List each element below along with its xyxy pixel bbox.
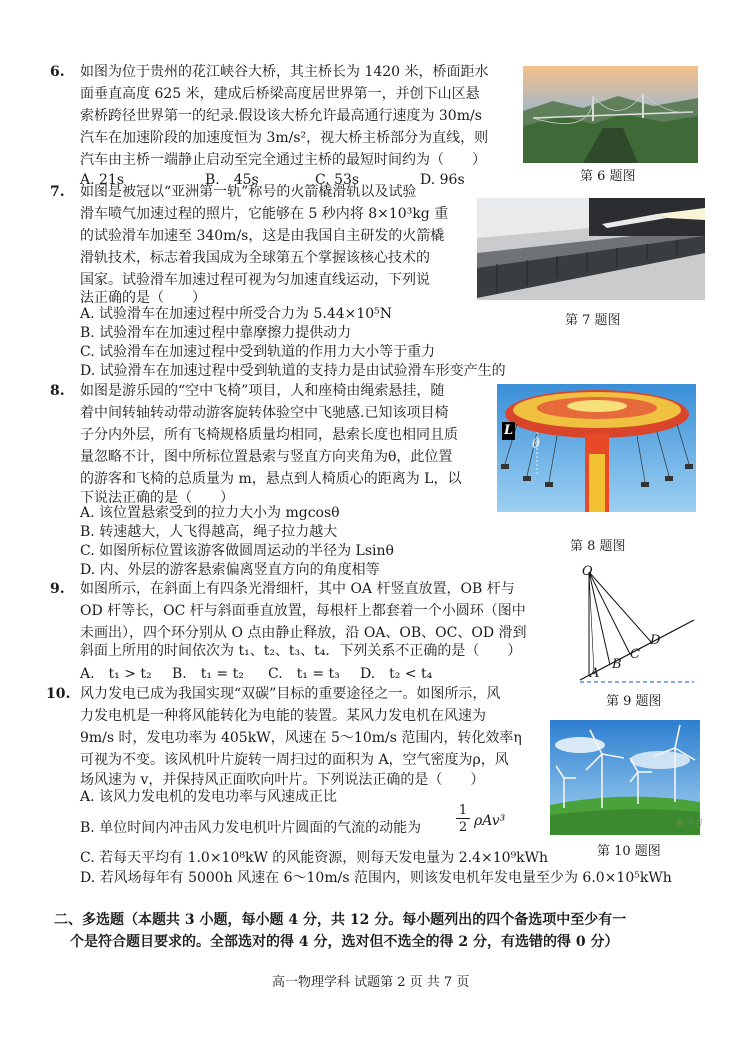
rocket-sled-photo [477,198,705,300]
q10-option-b: B. 单位时间内冲击风力发电机叶片圆面的气流的动能为 [80,820,422,836]
q7-number: 7. [50,184,65,200]
q8-fig-label-theta: θ [532,437,540,452]
swing-ride-photo [497,384,696,512]
q7-option-d: D. 试验滑车在加速过程中受到轨道的支持力是由试验滑车形变产生的 [80,363,506,379]
q6-line: 面垂直高度 625 米，建成后桥梁高度居世界第一，并创下山区悬 [80,86,480,102]
q9-label-d: D [650,633,661,648]
q6-line: 索桥跨径世界第一的纪录.假设该大桥允许最高通行速度为 30m/s [80,108,482,124]
q8-fig-label-l: L [504,423,514,438]
q10-number: 10. [46,686,71,702]
q10-line: 9m/s 时，发电功率为 405kW，风速在 5～10m/s 范围内，转化效率η [80,730,522,746]
q8-option-c: C. 如图所标位置该游客做圆周运动的半径为 Lsinθ [80,543,394,559]
q6-option-d: D. 96s [420,172,465,188]
q9-line: 如图所示，在斜面上有四条光滑细杆，其中 OA 杆竖直放置，OB 杆与 [80,581,515,597]
q9-label-c: C [630,647,640,662]
q7-line: 的试验滑车加速至 340m/s，这是由我国自主研发的火箭橇 [80,228,445,244]
q9-line: 斜面上所用的时间依次为 t₁、t₂、t₃、t₄．下列关系不正确的是（ ） [80,643,522,659]
q7-line: 滑轨技术，标志着我国成为全球第五个掌握该核心技术的 [80,250,430,266]
q10-formula-tail: ρAv³ [474,813,506,829]
q9-option-c: C. t₁ = t₃ [268,666,340,682]
watermark-logo: 赢·学习 [676,818,703,827]
q10-caption: 第 10 题图 [597,844,661,859]
bridge-photo [523,66,698,163]
q9-number: 9. [50,581,65,597]
q7-option-a: A. 试验滑车在加速过程中所受合力为 5.44×10⁵N [80,306,393,322]
q6-option-a: A. 21s [80,172,125,188]
q7-line: 如图是被冠以“亚洲第一轨”称号的火箭橇滑轨以及试验 [80,184,417,200]
q6-line: 如图为位于贵州的花江峡谷大桥，其主桥长为 1420 米，桥面距水 [80,64,489,80]
q7-option-b: B. 试验滑车在加速过程中靠摩擦力提供动力 [80,325,352,341]
q9-line: 未画出），四个环分别从 O 点由静止释放，沿 OA、OB、OC、OD 滑到 [80,625,527,641]
q7-line: 法正确的是（ ） [80,290,206,306]
q8-line: 量忽略不计，图中所标位置悬索与竖直方向夹角为θ，此位置 [80,449,453,465]
q9-caption: 第 9 题图 [606,694,662,709]
q8-line: 的游客和飞椅的总质量为 m，悬点到人椅质心的距离为 L，以 [80,471,462,487]
q10-line: 力发电机是一种将风能转化为电能的装置。某风力发电机在风速为 [80,708,486,724]
q7-option-c: C. 试验滑车在加速过程中受到轨道的作用力大小等于重力 [80,344,436,360]
q10-line: 可视为不变。该风机叶片旋转一周扫过的面积为 A，空气密度为ρ，风 [80,752,509,768]
q9-line: OD 杆等长，OC 杆与斜面垂直放置，每根杆上都套着一个小圆环（图中 [80,603,526,619]
q8-option-b: B. 转速越大，人飞得越高，绳子拉力越大 [80,524,338,540]
q10-fraction-den: 2 [458,820,468,835]
q8-caption: 第 8 题图 [570,539,626,554]
q9-option-b: B. t₁ = t₂ [172,666,244,682]
q9-option-a: A. t₁ > t₂ [80,666,152,682]
q6-option-c: C. 53s [315,172,360,188]
section2-heading: 二、多选题（本题共 3 小题，每小题 4 分，共 12 分。每小题列出的四个备选项中至少有一 [54,912,627,928]
page-footer: 高一物理学科 试题第 2 页 共 7 页 [272,975,470,990]
q9-label-b: B [612,657,622,672]
q8-line: 下说法正确的是（ ） [80,490,234,506]
q9-label-a: A [590,666,600,681]
q9-label-o: O [582,564,593,579]
q8-option-a: A. 该位置悬索受到的拉力大小为 mgcosθ [80,505,340,521]
q10-line: 风力发电已成为我国实现“双碳”目标的重要途径之一。如图所示，风 [80,686,501,702]
q8-line: 子分内外层，所有飞椅规格质量均相同，悬索长度也相同且质 [80,427,458,443]
q7-caption: 第 7 题图 [565,313,621,328]
q10-option-c: C. 若每天平均有 1.0×10⁸kW 的风能资源，则每天发电量为 2.4×10⁹kWh [80,850,549,866]
q10-option-d: D. 若风场每年有 5000h 风速在 6～10m/s 范围内，则该发电机年发电量至少为 6.0×10⁵kWh [80,870,672,886]
q8-option-d: D. 内、外层的游客悬索偏离竖直方向的角度相等 [80,562,380,578]
q6-line: 汽车在加速阶段的加速度恒为 3m/s²，视大桥主桥部分为直线，则 [80,130,489,146]
q7-line: 滑车喷气加速过程的照片，它能够在 5 秒内将 8×10³kg 重 [80,206,449,222]
q8-line: 着中间转轴转动带动游客旋转体验空中飞驰感.已知该项目椅 [80,405,449,421]
q10-option-a: A. 该风力发电机的发电功率与风速成正比 [80,789,338,805]
q6-option-b: B. 45s [205,172,259,188]
q6-caption: 第 6 题图 [580,169,636,184]
q6-line: 汽车由主桥一端静止启动至完全通过主桥的最短时间约为（ ） [80,152,486,168]
q10-fraction-num: 1 [456,804,470,819]
q6-number: 6. [50,64,65,80]
q9-option-d: D. t₂ < t₄ [360,666,433,682]
q8-line: 如图是游乐园的“空中飞椅”项目，人和座椅由绳索悬挂，随 [80,383,445,399]
q8-number: 8. [50,383,65,399]
q7-line: 国家。试验滑车加速过程可视为匀加速直线运动，下列说 [80,272,430,288]
section2-heading-cont: 个是符合题目要求的。全部选对的得 4 分，选对但不选全的得 2 分，有选错的得 0 分） [70,934,619,950]
q10-line: 场风速为 v，并保持风正面吹向叶片。下列说法正确的是（ ） [80,772,485,788]
